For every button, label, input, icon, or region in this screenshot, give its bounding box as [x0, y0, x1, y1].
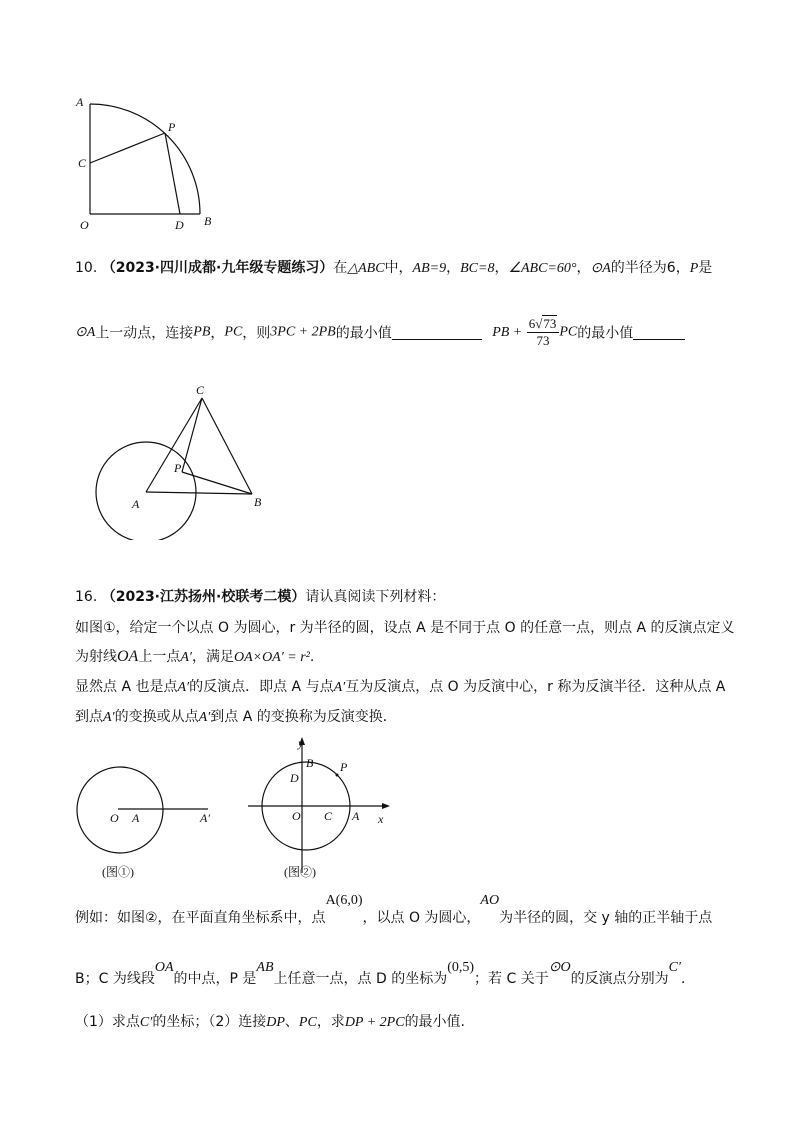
q16-number: 16. [75, 589, 98, 605]
answer-blank-2[interactable] [633, 325, 685, 340]
label-c: C [196, 383, 205, 397]
q10-source: （2023·四川成都·九年级专题练习） [101, 260, 334, 276]
sep: ， [210, 325, 225, 342]
label-p: P [168, 120, 176, 134]
fraction-6sqrt73-over-73: $\frac{6√73}{73}$ [527, 316, 560, 349]
q16-para2: 显然点 A 也是点A′的反演点．即点 A 与点A′互为反演点，点 O 为反演中心，r 称为反演半径．这种从点 A [75, 679, 726, 695]
sep: ， [675, 260, 690, 276]
label-o: O [292, 809, 301, 823]
answer-blank-1[interactable] [392, 325, 482, 340]
q10-text: 的最小值 [335, 325, 392, 342]
expression-3pc-2pb: 3PC + 2PB [270, 324, 336, 340]
label-c: C [324, 809, 333, 823]
figure-1-inversion [70, 750, 230, 880]
label-b: B [306, 756, 314, 770]
bc-value: BC=8 [460, 261, 495, 276]
angle-value: ∠ABC=60° [508, 261, 577, 276]
label-a-prime: A′ [200, 811, 210, 825]
q10-line2 [75, 316, 685, 349]
label-d: D [290, 771, 299, 785]
q10-text: 中， [384, 260, 413, 276]
radius-value: 6 [666, 260, 676, 276]
label-p: P [174, 461, 182, 475]
q10-text: 上一动点，连接 [95, 325, 194, 342]
point-p: P [689, 261, 699, 276]
label-a: A [352, 809, 360, 823]
sep: ， [576, 260, 591, 276]
label-b: B [254, 495, 262, 509]
triangle-circle-figure [90, 380, 280, 540]
triangle-abc: △ABC [347, 261, 385, 276]
q16-para1-line1: 如图①，给定一个以点 O 为圆心，r 为半径的圆，设点 A 是不同于点 O 的任意一点，则点 A 的反演点定义 [75, 620, 735, 636]
label-b: B [204, 214, 212, 228]
pc: PC [224, 324, 243, 340]
q16-header [75, 586, 445, 606]
figure-2-caption: (图②) [284, 865, 316, 879]
q16-para3: 到点A′的变换或从点A′到点 A 的变换称为反演变换． [75, 709, 397, 725]
q16-tasks: （1）求点C′的坐标；（2）连接DP、PC，求DP + 2PC的最小值. [75, 1014, 466, 1030]
pc: PC [559, 324, 578, 340]
expression-pb-plus: PB + [492, 324, 523, 340]
q16-source: （2023·江苏扬州·校联考二模） [101, 589, 306, 605]
sep: ， [494, 260, 509, 276]
q16-intro: 请认真阅读下列材料： [305, 589, 446, 605]
q16-example-line1: 例如：如图②，在平面直角坐标系中，点A(6,0)，以点 O 为圆心，AO为半径的圆，交 y 轴的正半轴于点 [75, 893, 713, 926]
label-d: D [175, 218, 184, 232]
label-o: O [110, 811, 119, 825]
quarter-circle-figure [70, 95, 220, 235]
q16-para1-line2: 为射线OA上一点A′，满足OA×OA′ = r². [75, 648, 315, 665]
q10-number: 10. [75, 260, 98, 276]
label-a: A [132, 811, 140, 825]
label-a: A [76, 95, 84, 109]
pb: PB [193, 324, 211, 340]
sep: ， [446, 260, 461, 276]
figure-2-coordinate [240, 735, 400, 880]
label-p: P [340, 760, 348, 774]
axis-x-label: x [378, 812, 384, 826]
q10-text: 在 [333, 260, 348, 276]
circle-a: ⊙A [75, 325, 96, 340]
figure-1-caption: (图①) [102, 865, 134, 879]
q10-text: ，则 [242, 325, 271, 342]
circle-a: ⊙A [590, 261, 611, 276]
q10-line1 [75, 257, 712, 277]
label-o: O [80, 218, 89, 232]
label-c: C [78, 156, 87, 170]
axis-y-label: y [298, 736, 304, 750]
q10-text: 的最小值 [577, 325, 634, 342]
q16-example-line2: B；C 为线段OA的中点，P 是AB上任意一点，点 D 的坐标为(0,5)；若 C 关于⊙O的反演点分别为C′． [75, 960, 695, 987]
ab-value: AB=9 [412, 261, 447, 276]
q10-text: 是 [698, 260, 713, 276]
label-a: A [132, 497, 140, 511]
q10-text: 的半径为 [610, 260, 667, 276]
